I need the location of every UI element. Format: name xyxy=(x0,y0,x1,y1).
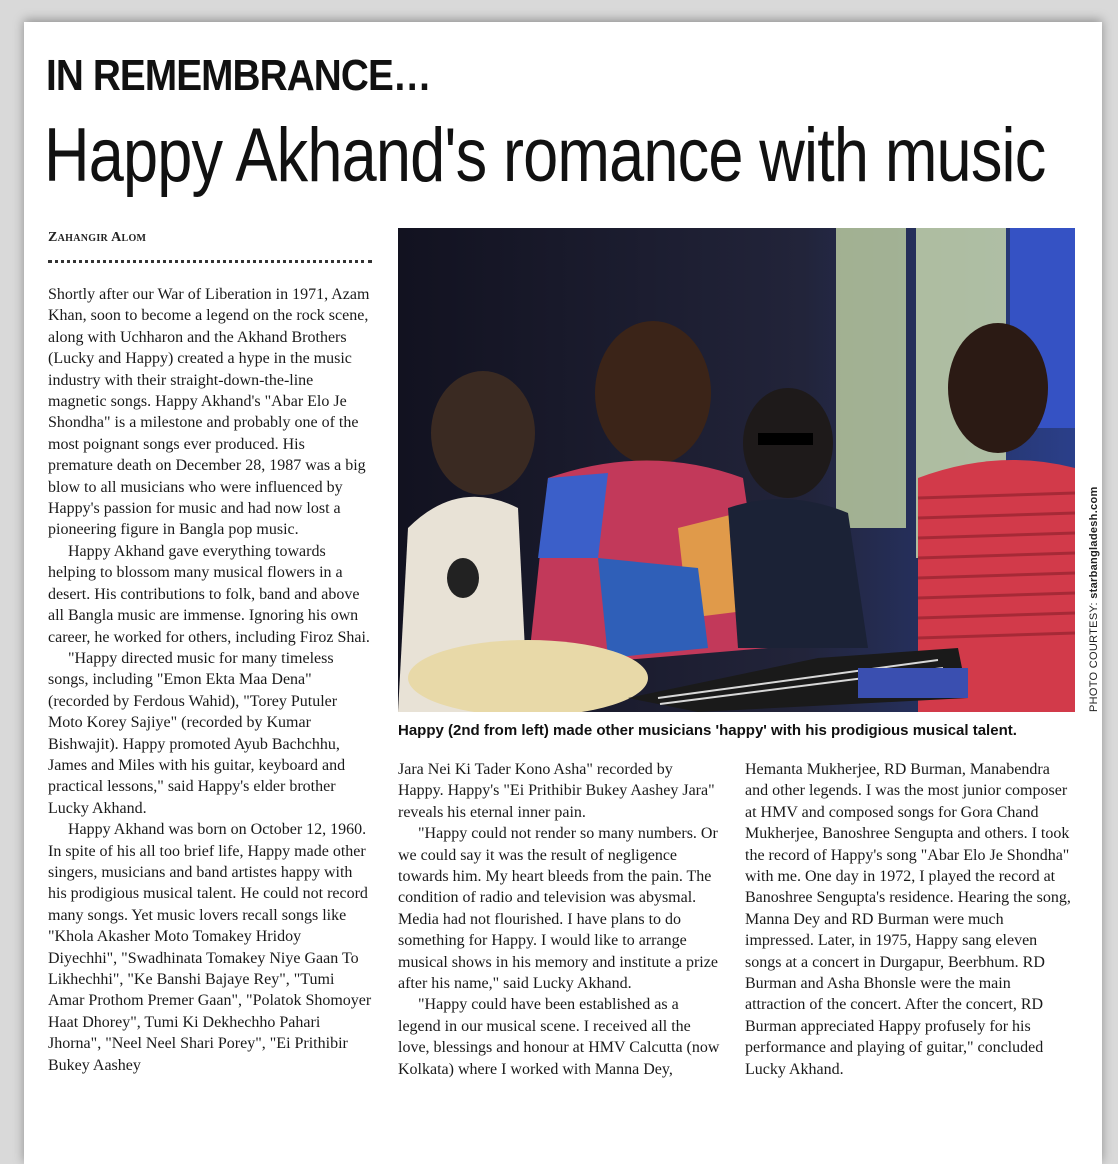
paragraph: Happy Akhand was born on October 12, 1960. In spite of his all too brief life, Happy made other singers, musicians and band artistes happy with his prodigious musical talent. He could not record many songs. Yet music lovers recall songs like "Khola Akasher Moto Tomakey Hridoy Diyechhi", "Swadhinata Tomakey Niye Gaan To Likhechhi", "Ke Banshi Bajaye Rey", "Tumi Amar Prothom Premer Gaan", "Polatok Shomoyer Haat Dhorey", Tumi Ki Dekhechho Pahari Jhorna", "Neel Neel Shari Porey", "Ei Prithibir Bukey Aashey xyxy=(48,821,372,1074)
photo-credit-source: starbangladesh.com xyxy=(1088,486,1100,599)
text-column-3 xyxy=(745,759,1075,1080)
paragraph: Happy Akhand gave everything towards helping to blossom many musical flowers in a desert. His contributions to folk, band and above all Bangla music are immense. Ignoring his own career, he worked for others, including Firoz Shai. xyxy=(48,542,370,646)
photo-credit xyxy=(1088,486,1100,712)
text-column-1 xyxy=(48,284,372,1076)
kicker: IN REMEMBRANCE… xyxy=(46,51,431,100)
paragraph: "Happy directed music for many timeless songs, including "Emon Ekta Maa Dena" (recorded by Ferdous Wahid), "Torey Putuler Moto Korey Sajiye" (recorded by Kumar Bishwajit). Happy promoted Ayub Bachchhu, James and Miles with his guitar, keyboard and practical lessons," said Happy's elder brother Lucky Akhand. xyxy=(48,649,346,817)
photo-credit-label: PHOTO COURTESY: xyxy=(1088,602,1100,712)
paragraph: "Happy could have been established as a legend in our musical scene. I received all the love, blessings and honour at HMV Calcutta (now Kolkata) where I worked with Manna Dey, xyxy=(398,996,720,1078)
photo-caption: Happy (2nd from left) made other musicians 'happy' with his prodigious musical talent. xyxy=(398,722,1017,739)
paragraph: Shortly after our War of Liberation in 1971, Azam Khan, soon to become a legend on the rock scene, along with Uchharon and the Akhand Brothers (Lucky and Happy) created a hype in the music industry with their straight-down-the-line magnetic songs. Happy Akhand's "Abar Elo Je Shondha" is a milestone and probably one of the most poignant songs ever produced. His premature death on December 28, 1987 was a big blow to all musicians who were influenced by Happy's passion for music and had now lost a pioneering figure in Bangla pop music. xyxy=(48,286,370,539)
band-photo-illustration xyxy=(398,228,1075,712)
paragraph: Jara Nei Ki Tader Kono Asha" recorded by Happy. Happy's "Ei Prithibir Bukey Aashey Jara" reveals his eternal inner pain. xyxy=(398,761,715,821)
text-column-2 xyxy=(398,759,722,1080)
dotted-divider xyxy=(48,260,372,263)
paragraph: Hemanta Mukherjee, RD Burman, Manabendra and other legends. I was the most junior composer at HMV and composed songs for Gora Chand Mukherjee, Banoshree Sengupta and others. I took the record of Happy's song "Abar Elo Je Shondha" with me. One day in 1972, I played the record at Banoshree Sengupta's residence. Hearing the song, Manna Dey and RD Burman were much impressed. Later, in 1975, Happy sang eleven songs at a concert in Durgapur, Beerbhum. RD Burman and Asha Bhonsle were the main attraction of the concert. After the concert, RD Burman appreciated Happy profusely for his performance and playing of guitar," concluded Lucky Akhand. xyxy=(745,761,1071,1078)
paragraph: "Happy could not render so many numbers. Or we could say it was the result of negligence towards him. My heart bleeds from the pain. The condition of radio and television was abysmal. Media had not flourished. I have plans to do something for Happy. I would like to arrange musical shows in his memory and institute a prize after his name," said Lucky Akhand. xyxy=(398,825,718,993)
headline: Happy Akhand's romance with music xyxy=(44,113,1046,198)
byline: Zahangir Alom xyxy=(48,230,147,245)
newspaper-page xyxy=(24,22,1102,1164)
band-photo xyxy=(398,228,1075,712)
